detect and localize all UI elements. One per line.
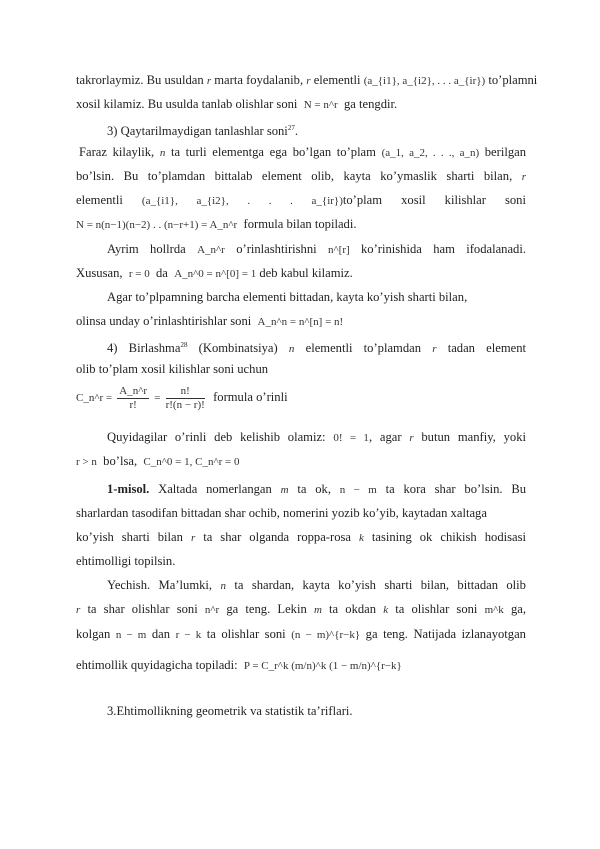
- text: xosil kilamiz. Bu usulda tanlab olishlar soni: [76, 97, 298, 111]
- text: to’plam: [342, 193, 383, 207]
- formula: N = n(n−1)(n−2) . . (n−r+1) = A_n^r: [76, 219, 238, 231]
- text: ga,: [510, 602, 526, 616]
- paragraph-line-2: [76, 97, 526, 113]
- formula: (n − m)^{r−k}: [291, 629, 361, 641]
- heading-line-12: [107, 338, 526, 357]
- text: ga tengdir.: [344, 97, 398, 111]
- heading-line-3: [107, 121, 526, 139]
- formula-line-14: [76, 382, 526, 413]
- text: ehtimollik quyidagicha topiladi:: [76, 658, 238, 672]
- formula-tuple: (a_{i1}, a_{i2}, . . . a_{ir}): [363, 75, 486, 87]
- paragraph-line-1: [76, 73, 538, 89]
- text: Faraz kilaylik,: [79, 145, 155, 159]
- formula: n − m: [115, 629, 147, 641]
- formula: (a_{i1}, a_{i2}, . . . a_{ir}): [141, 195, 343, 207]
- formula: m^k: [484, 604, 504, 616]
- text: olinsa unday o’rinlashtirishlar soni: [76, 314, 252, 328]
- text: soni: [504, 193, 526, 207]
- text: 3.Ehtimollikning geometrik va statistik ta’riflari.: [107, 704, 353, 718]
- text: ta shar olishlar soni: [87, 602, 198, 616]
- text: o’rinlashtirishni: [236, 242, 317, 256]
- formula: C_n^0 = 1, C_n^r = 0: [143, 456, 240, 468]
- section-heading-25: [107, 704, 526, 719]
- text: ta okdan: [329, 602, 377, 616]
- text: ko’yish sharti bilan: [76, 530, 183, 544]
- formula: r = 0: [128, 268, 150, 280]
- paragraph-line-6: [76, 193, 526, 209]
- formula: A_n^0 = n^[0] = 1: [174, 268, 257, 280]
- formula: n − m: [339, 484, 377, 496]
- formula: 0! = 1: [333, 432, 369, 444]
- text: Xususan,: [76, 266, 123, 280]
- formula: (a_1, a_2, . . ., a_n): [381, 147, 480, 159]
- math-var: r: [306, 75, 311, 87]
- paragraph-line-5: [76, 169, 526, 185]
- formula-probability: P = C_r^k (m/n)^k (1 − m/n)^{r−k}: [243, 660, 402, 672]
- text: , agar: [368, 430, 402, 444]
- text: berilgan: [484, 145, 527, 159]
- text: Quyidagilar o’rinli deb kelishib olamiz:: [107, 430, 326, 444]
- paragraph-line-16: [76, 454, 526, 470]
- math-var: r: [76, 604, 81, 616]
- paragraph-line-23: [76, 627, 526, 643]
- text: ko’rinishida ham ifodalanadi.: [361, 242, 527, 256]
- footnote-ref: 28: [180, 341, 188, 349]
- text: xosil: [401, 193, 426, 207]
- text: ta kora shar bo’lsin. Bu: [385, 482, 527, 496]
- formula: N = n^r: [303, 99, 338, 111]
- formula: A_n^n = n^[n] = n!: [257, 316, 344, 328]
- text: Yechish. Ma’lumki,: [107, 578, 213, 592]
- paragraph-line-18: [76, 506, 526, 521]
- math-var: n: [159, 147, 166, 159]
- text: elementli to’plamdan: [305, 341, 422, 355]
- text: olib to’plam xosil kilishlar soni uchun: [76, 362, 269, 376]
- text: butun manfiy, yoki: [421, 430, 526, 444]
- formula: n^[r]: [328, 244, 350, 256]
- text: to’plamni: [488, 73, 538, 87]
- paragraph-line-4: [79, 145, 526, 161]
- math-var: n: [288, 343, 295, 355]
- formula: r > n: [76, 456, 97, 468]
- math-var: m: [313, 604, 322, 616]
- text: 4) Birlashma: [107, 341, 181, 355]
- text: sharlardan tasodifan bittadan shar ochib, nomerini yozib ko’yib, kaytadan xaltaga: [76, 506, 487, 520]
- math-var: r: [190, 532, 196, 544]
- formula-lhs: C_n^r =: [76, 392, 113, 404]
- paragraph-line-19: [76, 530, 526, 546]
- footnote-ref: 27: [287, 124, 295, 132]
- text: 3) Qaytarilmaydigan tanlashlar soni: [107, 124, 288, 138]
- text: (Kombinatsiya): [198, 341, 278, 355]
- math-var: n: [220, 580, 226, 592]
- math-var: r: [409, 432, 414, 444]
- text: tadan element: [447, 341, 527, 355]
- paragraph-line-13: [76, 362, 526, 377]
- paragraph-line-20: [76, 554, 526, 569]
- denominator: r!: [129, 398, 137, 411]
- text: tasining ok chikish hodisasi: [371, 530, 527, 544]
- numerator: A_n^r: [119, 384, 148, 397]
- fraction-1: [117, 385, 149, 412]
- text: formula o’rinli: [213, 390, 288, 404]
- text: .: [294, 124, 298, 138]
- math-var: k: [359, 532, 364, 544]
- paragraph-line-8: [107, 242, 526, 258]
- text: ta shardan, kayta ko’yish sharti bilan, bittadan olib: [234, 578, 526, 592]
- text: da: [156, 266, 168, 280]
- text: kolgan: [76, 627, 111, 641]
- text: ga teng. Natijada izlanayotgan: [365, 627, 526, 641]
- text: ga teng. Lekin: [226, 602, 307, 616]
- text: bo’lsin. Bu to’plamdan bittalab element olib, kayta ko’ymaslik sharti bilan,: [76, 169, 513, 183]
- text: ta olishlar soni: [206, 627, 286, 641]
- numerator: n!: [166, 385, 205, 399]
- denominator: r!(n − r)!: [165, 398, 205, 411]
- math-var: r: [432, 343, 437, 355]
- paragraph-line-7: [76, 217, 526, 233]
- text: Agar to’plpamning barcha elementi bittadan, kayta ko’yish sharti bilan,: [107, 290, 468, 304]
- paragraph-line-10: [107, 290, 526, 305]
- paragraph-line-11: [76, 314, 526, 330]
- math-var: r: [521, 171, 526, 183]
- text: ta olishlar soni: [395, 602, 478, 616]
- math-var: r: [206, 75, 212, 87]
- text: elementli: [313, 73, 361, 87]
- text: Xaltada nomerlangan: [158, 482, 272, 496]
- text: bo’lsa,: [103, 454, 138, 468]
- paragraph-line-24: [76, 658, 526, 674]
- text: deb kabul kilamiz.: [259, 266, 353, 280]
- text: marta foydalanib,: [214, 73, 304, 87]
- fraction-2: [166, 385, 205, 412]
- formula: n^r: [204, 604, 220, 616]
- solution-line-21: [107, 578, 526, 594]
- text: elementli: [76, 193, 123, 207]
- text: takrorlaymiz. Bu usuldan: [76, 73, 204, 87]
- text: Ayrim hollrda: [107, 242, 186, 256]
- text: ta shar olganda roppa-rosa: [203, 530, 351, 544]
- formula: A_n^r: [197, 244, 225, 256]
- formula: r − k: [175, 629, 202, 641]
- text: ta ok,: [297, 482, 331, 496]
- example-label: 1-misol.: [107, 482, 150, 496]
- paragraph-line-15: [107, 430, 526, 446]
- equals: =: [154, 392, 161, 404]
- example-line-17: [107, 482, 526, 498]
- text: ta turli elementga ega bo’lgan to’plam: [170, 145, 376, 159]
- text: ehtimolligi topilsin.: [76, 554, 176, 568]
- paragraph-line-22: [76, 602, 526, 618]
- text: dan: [151, 627, 171, 641]
- math-var: m: [280, 484, 289, 496]
- math-var: k: [383, 604, 389, 616]
- paragraph-line-9: [76, 266, 526, 282]
- text: formula bilan topiladi.: [243, 217, 357, 231]
- text: kilishlar: [444, 193, 486, 207]
